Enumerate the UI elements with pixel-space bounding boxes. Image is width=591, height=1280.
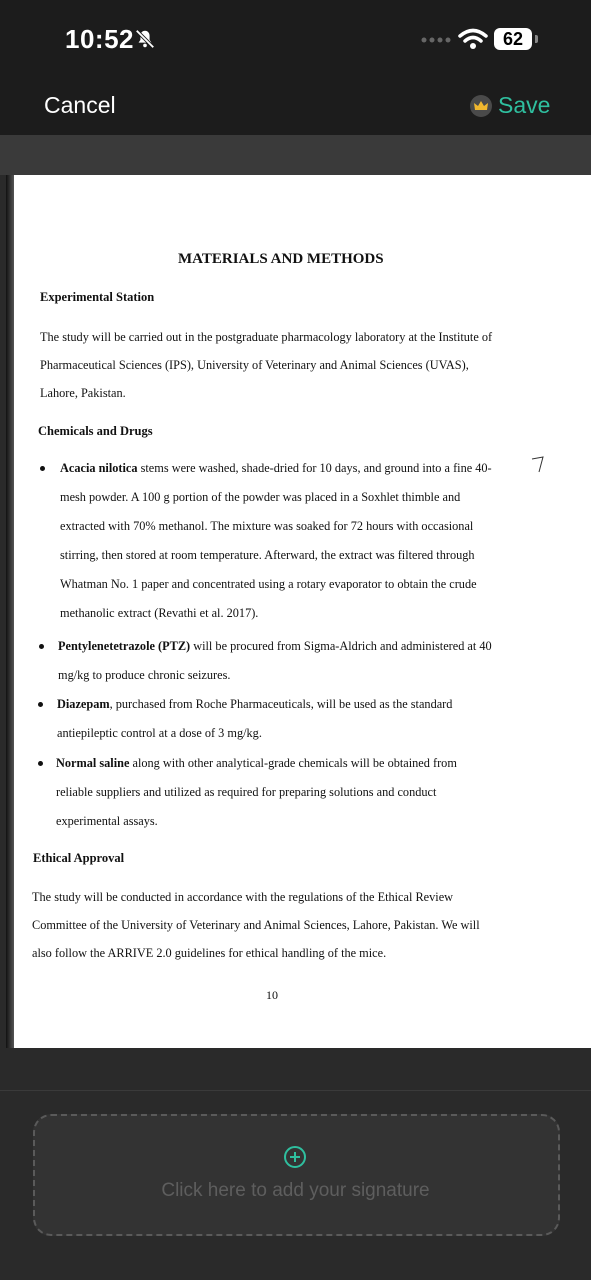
- signature-area[interactable]: [33, 1114, 560, 1236]
- text-line: also follow the ARRIVE 2.0 guidelines for ethical handling of the mice.: [32, 946, 387, 960]
- bold-term: Diazepam: [57, 697, 110, 711]
- wifi-icon: [458, 28, 488, 50]
- heading-ethical-approval: Ethical Approval: [33, 851, 125, 865]
- text-line: will be procured from Sigma-Aldrich and administered at 40: [190, 639, 492, 653]
- save-button[interactable]: [470, 92, 550, 119]
- bullet-acacia: [60, 454, 518, 628]
- battery-cap: [535, 35, 538, 43]
- text-line: The study will be carried out in the postgraduate pharmacology laboratory at the Institute of: [40, 330, 493, 344]
- bullet-saline: [56, 749, 514, 836]
- signal-icon: [420, 36, 452, 44]
- text-line: Whatman No. 1 paper and concentrated using a rotary evaporator to obtain the crude: [60, 577, 477, 591]
- text-line: mg/kg to produce chronic seizures.: [58, 668, 231, 682]
- text-line: Pharmaceutical Sciences (IPS), University of Veterinary and Animal Sciences (UVAS),: [40, 358, 469, 372]
- bold-term: Normal saline: [56, 756, 130, 770]
- text-line: antiepileptic control at a dose of 3 mg/kg.: [57, 726, 262, 740]
- add-circle-icon[interactable]: [284, 1146, 306, 1168]
- crown-icon: [470, 95, 492, 117]
- page-title: MATERIALS AND METHODS: [178, 251, 384, 267]
- text-line: stems were washed, shade-dried for 10 days, and ground into a fine 40-: [137, 461, 492, 475]
- text-line: reliable suppliers and utilized as required for preparing solutions and conduct: [56, 785, 437, 799]
- toolbar-spacer: [0, 135, 591, 175]
- text-line: The study will be conducted in accordance with the regulations of the Ethical Review: [32, 890, 454, 904]
- add-signature-label[interactable]: Click here to add your signature: [161, 1180, 430, 1201]
- text-line: methanolic extract (Revathi et al. 2017).: [60, 606, 259, 620]
- battery-indicator: 62: [494, 28, 532, 50]
- bullet: [40, 466, 45, 471]
- status-bar: [0, 0, 591, 80]
- bell-slash-icon: [134, 28, 156, 50]
- bullet-diazepam: [57, 690, 515, 748]
- page-edge: [6, 175, 14, 1048]
- page-number: 10: [266, 988, 278, 1002]
- text-line: experimental assays.: [56, 814, 158, 828]
- text-line: Lahore, Pakistan.: [40, 386, 126, 400]
- text-line: extracted with 70% methanol. The mixture was soaked for 72 hours with occasional: [60, 519, 474, 533]
- save-label: Save: [498, 92, 551, 118]
- divider: [0, 1090, 591, 1091]
- bullet: [39, 644, 44, 649]
- paragraph-station: [40, 323, 520, 407]
- text-line: stirring, then stored at room temperature. Afterward, the extract was filtered through: [60, 548, 475, 562]
- text-line: mesh powder. A 100 g portion of the powder was placed in a Soxhlet thimble and: [60, 490, 461, 504]
- cancel-button[interactable]: Cancel: [44, 92, 116, 118]
- nav-bar: [0, 80, 591, 135]
- heading-chemicals: Chemicals and Drugs: [38, 424, 153, 438]
- text-line: , purchased from Roche Pharmaceuticals, will be used as the standard: [109, 697, 453, 711]
- document-viewer[interactable]: [0, 175, 591, 1048]
- heading-experimental-station: Experimental Station: [40, 290, 155, 304]
- document-page: [6, 175, 591, 1048]
- text-line: Committee of the University of Veterinary and Animal Sciences, Lahore, Pakistan. We will: [32, 918, 480, 932]
- bold-term: Acacia nilotica: [60, 461, 138, 475]
- bullet-ptz: [58, 632, 516, 690]
- bullet: [38, 702, 43, 707]
- text-line: along with other analytical-grade chemicals will be obtained from: [129, 756, 457, 770]
- bullet: [38, 761, 43, 766]
- paragraph-ethics: [32, 883, 512, 967]
- clock: 10:52: [65, 24, 134, 54]
- bold-term: Pentylenetetrazole (PTZ): [58, 639, 191, 653]
- handwritten-mark-icon: [531, 455, 545, 473]
